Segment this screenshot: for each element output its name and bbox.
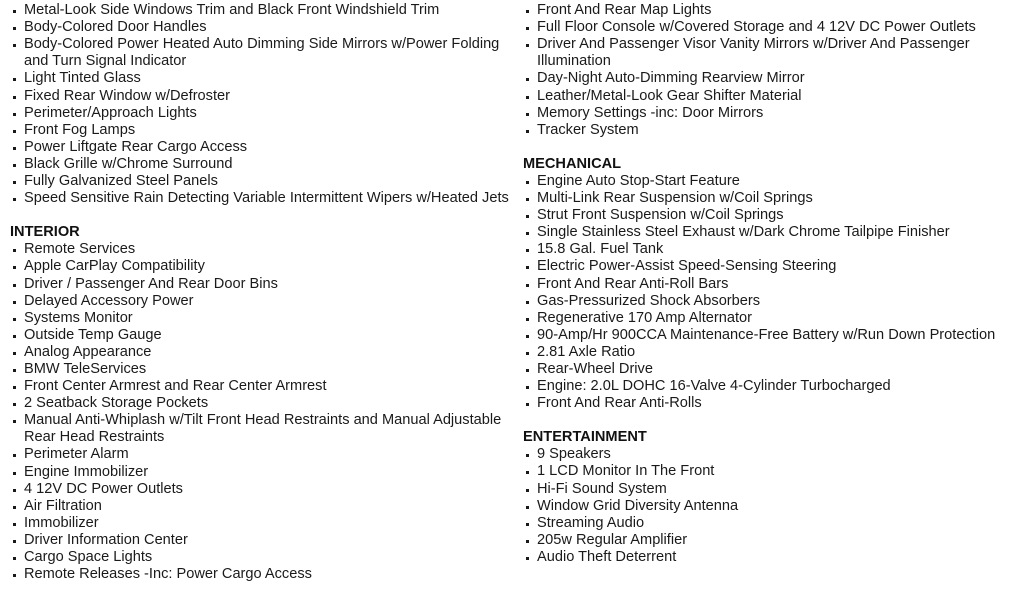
list-item: Metal-Look Side Windows Trim and Black Front Windshield Trim <box>10 2 510 19</box>
list-item: Air Filtration <box>10 498 510 515</box>
list-item: Engine: 2.0L DOHC 16-Valve 4-Cylinder Turbocharged <box>523 378 1023 395</box>
list-item: Strut Front Suspension w/Coil Springs <box>523 207 1023 224</box>
list-item: 90-Amp/Hr 900CCA Maintenance-Free Battery w/Run Down Protection <box>523 327 1023 344</box>
mechanical-heading: MECHANICAL <box>523 155 622 172</box>
interior-continued-list <box>523 0 1023 139</box>
list-item: 9 Speakers <box>523 446 1023 463</box>
exterior-list <box>10 0 510 207</box>
list-item: Driver Information Center <box>10 532 510 549</box>
list-item: Rear-Wheel Drive <box>523 361 1023 378</box>
list-item: Leather/Metal-Look Gear Shifter Material <box>523 88 1023 105</box>
list-item: Speed Sensitive Rain Detecting Variable Intermittent Wipers w/Heated Jets <box>10 190 510 207</box>
list-item: 4 12V DC Power Outlets <box>10 481 510 498</box>
list-item: Front Fog Lamps <box>10 122 510 139</box>
list-item: Engine Auto Stop-Start Feature <box>523 173 1023 190</box>
list-item: Gas-Pressurized Shock Absorbers <box>523 293 1023 310</box>
list-item: Day-Night Auto-Dimming Rearview Mirror <box>523 70 1023 87</box>
list-item: Perimeter Alarm <box>10 446 510 463</box>
list-item: Remote Releases -Inc: Power Cargo Access <box>10 566 510 583</box>
list-item: Multi-Link Rear Suspension w/Coil Springs <box>523 190 1023 207</box>
left-column <box>10 0 510 583</box>
list-item: Fixed Rear Window w/Defroster <box>10 88 510 105</box>
list-item: Body-Colored Power Heated Auto Dimming Side Mirrors w/Power Folding and Turn Signal Indicator <box>10 36 510 70</box>
list-item: 2.81 Axle Ratio <box>523 344 1023 361</box>
list-item: Front And Rear Map Lights <box>523 2 1023 19</box>
list-item: Memory Settings -inc: Door Mirrors <box>523 105 1023 122</box>
list-item: Immobilizer <box>10 515 510 532</box>
mechanical-list <box>523 173 1023 412</box>
interior-heading: INTERIOR <box>10 224 80 241</box>
list-item: Light Tinted Glass <box>10 70 510 87</box>
list-item: Front And Rear Anti-Roll Bars <box>523 276 1023 293</box>
list-item: Full Floor Console w/Covered Storage and 4 12V DC Power Outlets <box>523 19 1023 36</box>
list-item: Window Grid Diversity Antenna <box>523 498 1023 515</box>
list-item: Remote Services <box>10 241 510 258</box>
interior-list <box>10 241 510 583</box>
list-item: 2 Seatback Storage Pockets <box>10 395 510 412</box>
list-item: Apple CarPlay Compatibility <box>10 258 510 275</box>
list-item: Single Stainless Steel Exhaust w/Dark Chrome Tailpipe Finisher <box>523 224 1023 241</box>
list-item: Regenerative 170 Amp Alternator <box>523 310 1023 327</box>
list-item: Streaming Audio <box>523 515 1023 532</box>
list-item: Tracker System <box>523 122 1023 139</box>
list-item: Electric Power-Assist Speed-Sensing Steering <box>523 258 1023 275</box>
list-item: 15.8 Gal. Fuel Tank <box>523 241 1023 258</box>
list-item: Audio Theft Deterrent <box>523 549 1023 566</box>
list-item: Driver / Passenger And Rear Door Bins <box>10 276 510 293</box>
list-item: Outside Temp Gauge <box>10 327 510 344</box>
list-item: Systems Monitor <box>10 310 510 327</box>
right-column <box>523 0 1023 566</box>
entertainment-heading: ENTERTAINMENT <box>523 429 647 446</box>
list-item: 205w Regular Amplifier <box>523 532 1023 549</box>
list-item: Black Grille w/Chrome Surround <box>10 156 510 173</box>
list-item: Front And Rear Anti-Rolls <box>523 395 1023 412</box>
list-item: 1 LCD Monitor In The Front <box>523 463 1023 480</box>
list-item: Analog Appearance <box>10 344 510 361</box>
list-item: Perimeter/Approach Lights <box>10 105 510 122</box>
list-item: Cargo Space Lights <box>10 549 510 566</box>
list-item: Manual Anti-Whiplash w/Tilt Front Head Restraints and Manual Adjustable Rear Head Restraints <box>10 412 510 446</box>
list-item: Body-Colored Door Handles <box>10 19 510 36</box>
list-item: Front Center Armrest and Rear Center Armrest <box>10 378 510 395</box>
list-item: Power Liftgate Rear Cargo Access <box>10 139 510 156</box>
list-item: Hi-Fi Sound System <box>523 481 1023 498</box>
list-item: Delayed Accessory Power <box>10 293 510 310</box>
entertainment-list <box>523 446 1023 566</box>
list-item: Driver And Passenger Visor Vanity Mirrors w/Driver And Passenger Illumination <box>523 36 1023 70</box>
list-item: Engine Immobilizer <box>10 464 510 481</box>
list-item: BMW TeleServices <box>10 361 510 378</box>
list-item: Fully Galvanized Steel Panels <box>10 173 510 190</box>
